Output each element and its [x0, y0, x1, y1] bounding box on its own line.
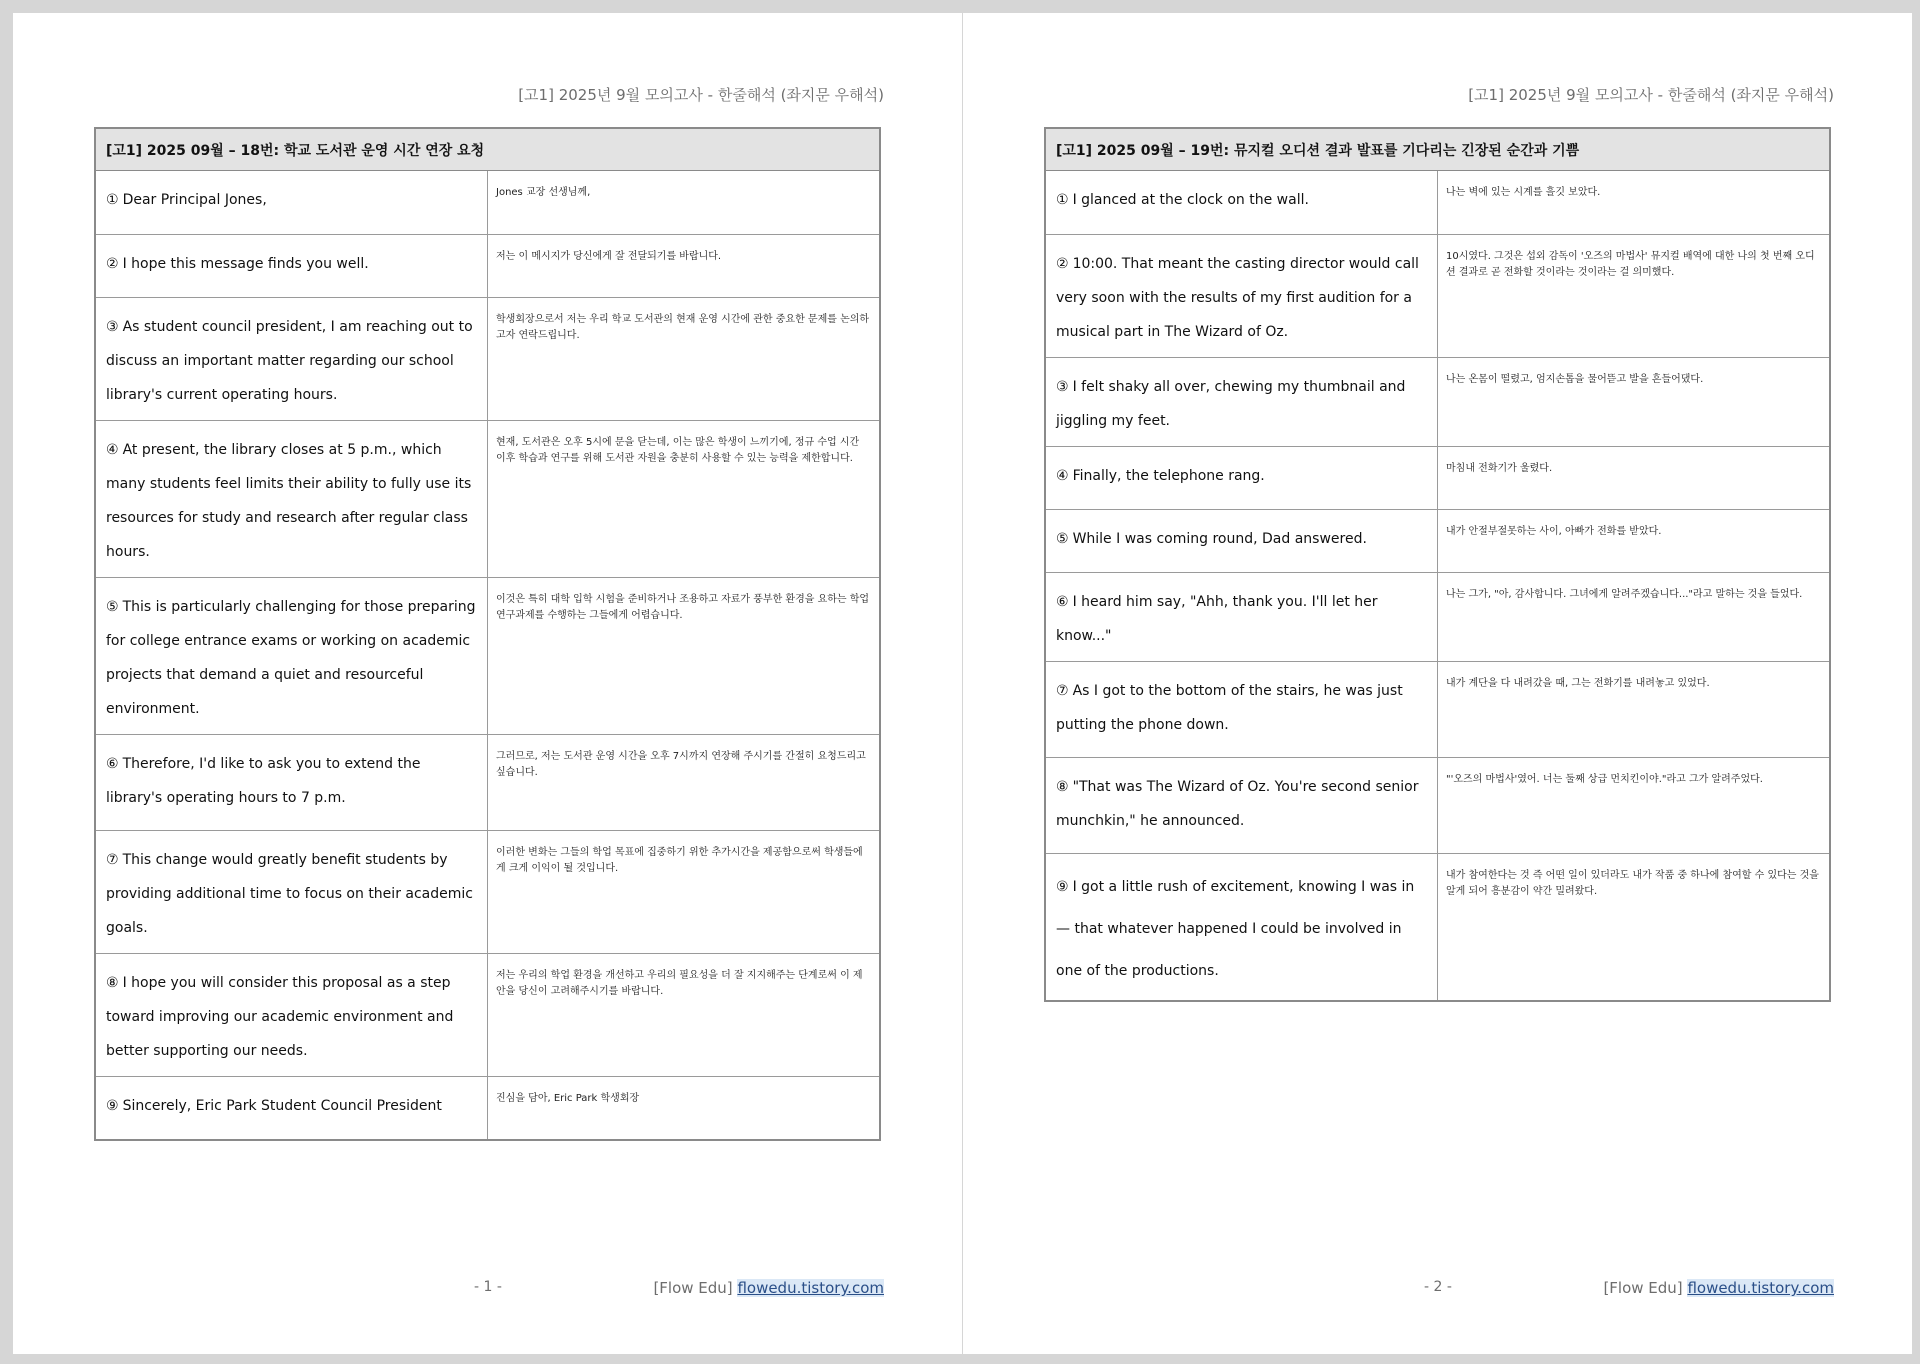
document-page-2 — [963, 13, 1912, 1354]
sentence-number: ⑦ — [1056, 683, 1069, 699]
table-row — [1045, 510, 1830, 573]
sentence-text: This is particularly challenging for those preparing for college entrance exams or working on academic projects that demand a quiet and resourceful environment. — [106, 599, 476, 717]
sentence-number: ③ — [1056, 379, 1069, 395]
english-sentence — [1045, 235, 1438, 358]
table-row — [95, 171, 880, 235]
sentence-text: As I got to the bottom of the stairs, he was just putting the phone down. — [1056, 683, 1403, 733]
english-sentence — [95, 954, 488, 1077]
sentence-text: I got a little rush of excitement, knowing I was in — that whatever happened I could be involved in one of the productions. — [1056, 879, 1415, 979]
korean-translation: 학생회장으로서 저는 우리 학교 도서관의 현재 운영 시간에 관한 중요한 문제를 논의하고자 연락드립니다. — [488, 298, 881, 421]
sentence-number: ⑤ — [106, 599, 119, 615]
sentence-number: ⑤ — [1056, 531, 1069, 547]
sentence-text: Sincerely, Eric Park Student Council President — [122, 1098, 442, 1114]
sentence-number: ② — [1056, 256, 1069, 272]
translation-table — [1044, 127, 1831, 1002]
korean-translation: 이러한 변화는 그들의 학업 목표에 집중하기 위한 추가시간을 제공함으로써 학생들에게 크게 이익이 될 것입니다. — [488, 831, 881, 954]
table-row — [95, 578, 880, 735]
table-title: [고1] 2025 09월 – 18번: 학교 도서관 운영 시간 연장 요청 — [95, 128, 880, 171]
sentence-number: ② — [106, 256, 119, 272]
sentence-number: ⑥ — [106, 756, 119, 772]
sentence-text: At present, the library closes at 5 p.m., which many students feel limits their ability to fully use its resources for study and research after regular class hours. — [106, 442, 472, 560]
sentence-number: ④ — [106, 442, 119, 458]
table-row — [1045, 758, 1830, 854]
korean-translation: 저는 이 메시지가 당신에게 잘 전달되기를 바랍니다. — [488, 235, 881, 298]
sentence-text: 10:00. That meant the casting director would call very soon with the results of my first audition for a musical part in The Wizard of Oz. — [1056, 256, 1419, 340]
english-sentence — [95, 1077, 488, 1140]
page-number: - 2 - — [1424, 1279, 1452, 1295]
footer-link[interactable]: flowedu.tistory.com — [737, 1279, 884, 1297]
korean-translation: 나는 온몸이 떨렸고, 엄지손톱을 물어뜯고 발을 흔들어댔다. — [1438, 358, 1831, 447]
table-row — [95, 735, 880, 831]
sentence-number: ⑧ — [1056, 779, 1069, 795]
table-title: [고1] 2025 09월 – 19번: 뮤지컬 오디션 결과 발표를 기다리는 긴장된 순간과 기쁨 — [1045, 128, 1830, 171]
sentence-text: I hope this message finds you well. — [122, 256, 369, 272]
korean-translation: 나는 그가, "아, 감사합니다. 그녀에게 알려주겠습니다..."라고 말하는 것을 들었다. — [1438, 573, 1831, 662]
table-row — [95, 831, 880, 954]
english-sentence — [95, 831, 488, 954]
page-header: [고1] 2025년 9월 모의고사 - 한줄해석 (좌지문 우해석) — [1468, 86, 1834, 104]
table-row — [1045, 447, 1830, 510]
page-footer — [653, 1279, 884, 1297]
english-sentence — [95, 421, 488, 578]
sentence-text: I heard him say, "Ahh, thank you. I'll let her know..." — [1056, 594, 1378, 644]
table-row — [95, 954, 880, 1077]
english-sentence — [95, 735, 488, 831]
table-row — [95, 1077, 880, 1140]
table-row — [1045, 358, 1830, 447]
sentence-text: While I was coming round, Dad answered. — [1072, 531, 1367, 547]
english-sentence — [1045, 662, 1438, 758]
korean-translation: 저는 우리의 학업 환경을 개선하고 우리의 필요성을 더 잘 지지해주는 단계로써 이 제안을 당신이 고려해주시기를 바랍니다. — [488, 954, 881, 1077]
sentence-text: I glanced at the clock on the wall. — [1072, 192, 1309, 208]
document-page-1 — [13, 13, 962, 1354]
english-sentence — [1045, 854, 1438, 1002]
korean-translation: 내가 안절부절못하는 사이, 아빠가 전화를 받았다. — [1438, 510, 1831, 573]
english-sentence — [1045, 573, 1438, 662]
page-number: - 1 - — [474, 1279, 502, 1295]
korean-translation: 내가 참여한다는 것 즉 어떤 일이 있더라도 내가 작품 중 하나에 참여할 수 있다는 것을 알게 되어 흥분감이 약간 밀려왔다. — [1446, 870, 1819, 897]
korean-translation: 내가 계단을 다 내려갔을 때, 그는 전화기를 내려놓고 있었다. — [1438, 662, 1831, 758]
korean-translation: 10시였다. 그것은 섭외 감독이 '오즈의 마법사' 뮤지컬 배역에 대한 나의 첫 번째 오디션 결과로 곧 전화할 것이라는 것이라는 걸 의미했다. — [1438, 235, 1831, 358]
sentence-number: ⑦ — [106, 852, 119, 868]
english-sentence — [1045, 758, 1438, 854]
sentence-number: ⑧ — [106, 975, 119, 991]
sentence-text: "That was The Wizard of Oz. You're second senior munchkin," he announced. — [1056, 779, 1419, 829]
english-sentence — [1045, 510, 1438, 573]
table-row — [1045, 235, 1830, 358]
translation-table — [94, 127, 881, 1141]
table-row — [1045, 573, 1830, 662]
footer-link[interactable]: flowedu.tistory.com — [1687, 1279, 1834, 1297]
english-sentence — [1045, 171, 1438, 235]
sentence-number: ① — [106, 192, 119, 208]
english-sentence — [95, 298, 488, 421]
korean-translation: Jones 교장 선생님께, — [488, 171, 881, 235]
sentence-text: As student council president, I am reaching out to discuss an important matter regarding our school library's current operating hours. — [106, 319, 473, 403]
sentence-number: ③ — [106, 319, 119, 335]
korean-translation: 이것은 특히 대학 입학 시험을 준비하거나 조용하고 자료가 풍부한 환경을 요하는 학업 연구과제를 수행하는 그들에게 어렵습니다. — [488, 578, 881, 735]
table-row — [95, 421, 880, 578]
footer-brand: [Flow Edu] — [653, 1279, 733, 1297]
korean-translation: "'오즈의 마법사'였어. 너는 둘째 상급 먼치킨이야."라고 그가 알려주었다. — [1438, 758, 1831, 854]
sentence-number: ⑥ — [1056, 594, 1069, 610]
english-sentence — [95, 578, 488, 735]
table-row — [1045, 854, 1830, 1002]
sentence-text: Finally, the telephone rang. — [1072, 468, 1265, 484]
table-row — [95, 235, 880, 298]
sentence-text: I hope you will consider this proposal as a step toward improving our academic environment and better supporting our needs. — [106, 975, 454, 1059]
english-sentence — [95, 171, 488, 235]
table-row — [1045, 662, 1830, 758]
sentence-text: I felt shaky all over, chewing my thumbnail and jiggling my feet. — [1056, 379, 1406, 429]
sentence-number: ⑨ — [1056, 879, 1069, 895]
english-sentence — [95, 235, 488, 298]
korean-translation: 현재, 도서관은 오후 5시에 문을 닫는데, 이는 많은 학생이 느끼기에, 정규 수업 시간 이후 학습과 연구를 위해 도서관 자원을 충분히 사용할 수 있는 능력을 제한합니다. — [488, 421, 881, 578]
page-footer — [1603, 1279, 1834, 1297]
korean-translation: 그러므로, 저는 도서관 운영 시간을 오후 7시까지 연장해 주시기를 간절히 요청드리고 싶습니다. — [488, 735, 881, 831]
sentence-text: Therefore, I'd like to ask you to extend the library's operating hours to 7 p.m. — [106, 756, 421, 806]
sentence-number: ④ — [1056, 468, 1069, 484]
table-row — [95, 298, 880, 421]
korean-translation: 마침내 전화기가 울렸다. — [1438, 447, 1831, 510]
sentence-number: ⑨ — [106, 1098, 119, 1114]
korean-translation: 진심을 담아, Eric Park 학생회장 — [496, 1093, 640, 1104]
korean-translation: 나는 벽에 있는 시계를 흘깃 보았다. — [1438, 171, 1831, 235]
sentence-text: Dear Principal Jones, — [122, 192, 267, 208]
sentence-text: This change would greatly benefit students by providing additional time to focus on their academic goals. — [106, 852, 473, 936]
page-header: [고1] 2025년 9월 모의고사 - 한줄해석 (좌지문 우해석) — [518, 86, 884, 104]
english-sentence — [1045, 447, 1438, 510]
table-row — [1045, 171, 1830, 235]
english-sentence — [1045, 358, 1438, 447]
sentence-number: ① — [1056, 192, 1069, 208]
footer-brand: [Flow Edu] — [1603, 1279, 1683, 1297]
